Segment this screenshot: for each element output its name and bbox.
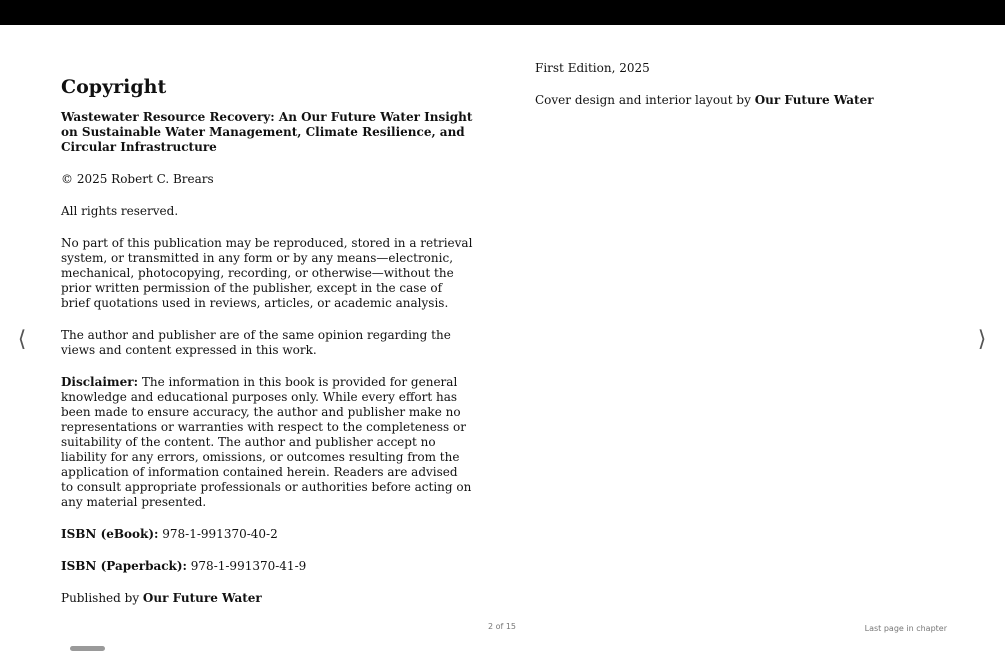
publisher-prefix: Published by [61, 591, 143, 605]
cover-credit [535, 93, 947, 108]
isbn-ebook-label: ISBN (eBook): [61, 527, 159, 541]
top-bar [0, 0, 1005, 25]
scrubber-handle[interactable] [70, 646, 105, 651]
disclaimer-paragraph [61, 375, 473, 510]
isbn-ebook-value: 978-1-991370-40-2 [158, 527, 278, 541]
publisher-name: Our Future Water [142, 591, 262, 605]
chapter-note: Last page in chapter [864, 624, 947, 633]
page-indicator: 2 of 15 [487, 622, 517, 631]
cover-credit-name: Our Future Water [754, 93, 874, 107]
copyright-line: © 2025 Robert C. Brears [61, 172, 214, 186]
edition-line: First Edition, 2025 [535, 61, 650, 75]
right-page [535, 61, 947, 125]
isbn-ebook [61, 527, 473, 542]
disclaimer-text: The information in this book is provided for general knowledge and educational purposes only. While every effort has been made to ensure accuracy, the author and publisher make no representations or warranties with respect to the completeness or suitability of the content. The author and publisher accept no liability for any errors, omissions, or outcomes resulting from the application of information contained herein. Readers are advised to consult appropriate professionals or authorities before acting on any material presented. [61, 375, 472, 509]
left-page [61, 74, 473, 623]
chevron-right-icon[interactable]: ⟩ [977, 327, 987, 352]
isbn-paperback-label: ISBN (Paperback): [61, 559, 187, 573]
opinion-paragraph: The author and publisher are of the same opinion regarding the views and content expressed in this work. [61, 328, 451, 357]
rights-statement: All rights reserved. [61, 204, 179, 218]
chevron-left-icon[interactable]: ⟨ [17, 327, 27, 352]
book-title: Wastewater Resource Recovery: An Our Future Water Insight on Sustainable Water Management, Climate Resilience, and Circular Infrastructure [61, 110, 473, 154]
cover-credit-prefix: Cover design and interior layout by [535, 93, 755, 107]
permission-paragraph: No part of this publication may be reproduced, stored in a retrieval system, or transmitted in any form or by any means—electronic, mechanical, photocopying, recording, or otherwise—without the prior written permission of the publisher, except in the case of brief quotations used in reviews, articles, or academic analysis. [61, 236, 473, 310]
page-heading: Copyright [61, 76, 167, 98]
disclaimer-label: Disclaimer: [61, 375, 139, 389]
isbn-paperback [61, 559, 473, 574]
isbn-paperback-value: 978-1-991370-41-9 [186, 559, 307, 573]
publisher-line [61, 591, 473, 606]
